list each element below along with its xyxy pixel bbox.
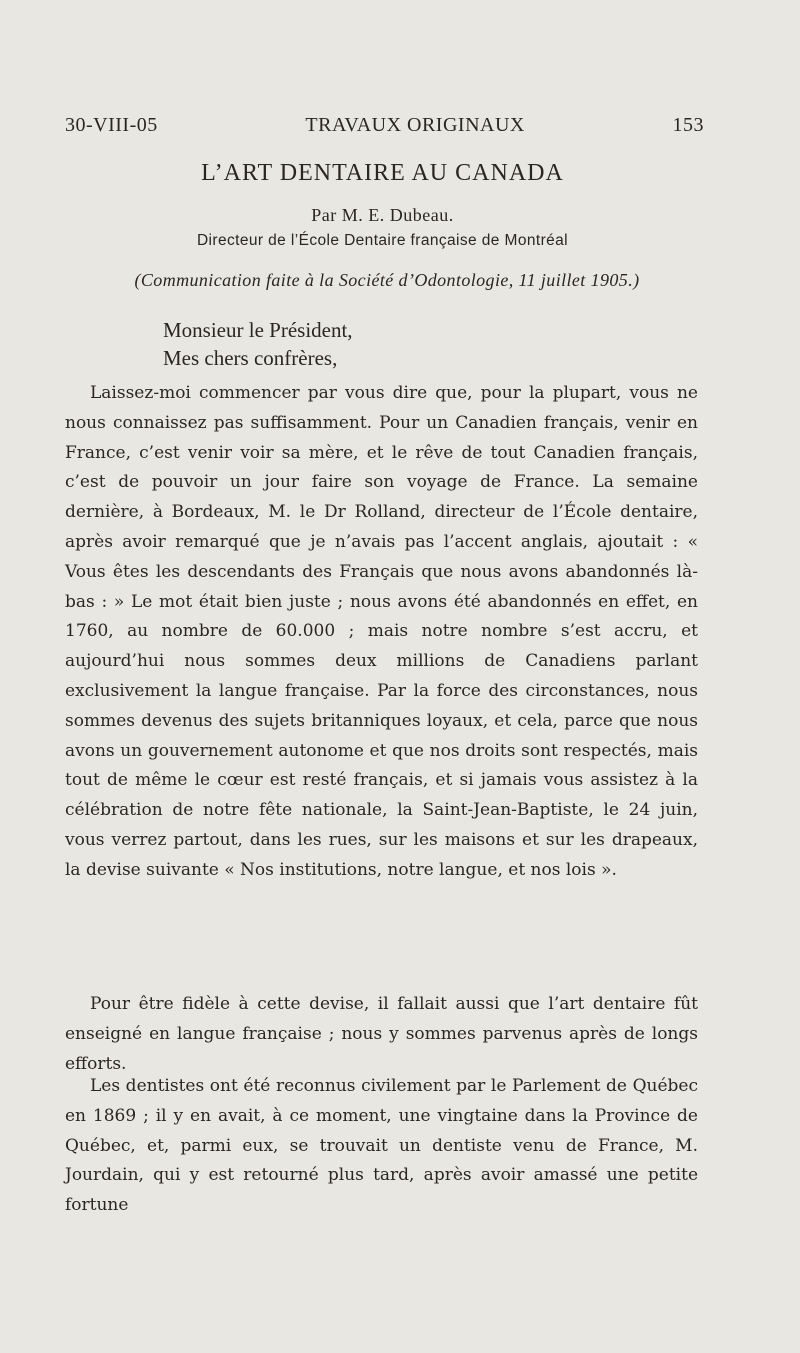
communication-note: (Communication faite à la Société d’Odontologie, 11 juillet 1905.) [134,270,640,290]
salutation-president: Monsieur le Président, [163,318,353,342]
paragraph-1: Laissez-moi commencer par vous dire que, pour la plupart, vous ne nous connaissez pas suffisamment. Pour un Canadien français, venir en France, c’est venir voir sa mère, et le rêve de tout Canadien français, c’est de pouvoir un jour faire son voyage de France. La semaine dernière, à Bordeaux, M. le Dr Rolland, directeur de l’École dentaire, après avoir remarqué que je n’avais pas l’accent anglais, ajoutait : « Vous êtes les descendants des Français que nous avons abandonnés là-bas : » Le mot était bien juste ; nous avons été abandonnés en effet, en 1760, au nombre de 60.000 ; mais notre nombre s’est accru, et aujourd’hui nous sommes deux millions de Canadiens parlant exclusivement la langue française. Par la force des circonstances, nous sommes devenus des sujets britanniques loyaux, et cela, parce que nous avons un gouvernement autonome et que nos droits sont respectés, mais tout de même le cœur est resté français, et si jamais vous assistez à la célébration de notre fête nationale, la Saint-Jean-Baptiste, le 24 juin, vous verrez partout, dans les rues, sur les maisons et sur les drapeaux, la devise suivante « Nos institutions, notre langue, et nos lois ». [65,383,698,880]
article-byline: Par M. E. Dubeau. [311,205,454,225]
header-section: TRAVAUX ORIGINAUX [305,114,525,136]
author-affiliation: Directeur de l’École Dentaire française de Montréal [196,232,569,249]
paragraph-3: Les dentistes ont été reconnus civilement par le Parlement de Québec en 1869 ; il y en avait, à ce moment, une vingtaine dans la Province de Québec, et, parmi eux, se trouvait un dentiste venu de France, M. Jourdain, qui y est retourné plus tard, après avoir amassé une petite fortune [65,1076,698,1216]
paragraph-2: Pour être fidèle à cette devise, il fallait aussi que l’art dentaire fût enseigné en langue française ; nous y sommes parvenus après de longs efforts. [65,994,698,1074]
salutation-colleagues: Mes chers confrères, [163,346,338,370]
header-date: 30-VIII-05 [65,114,158,136]
page-number: 153 [672,114,704,136]
article-title: L’ART DENTAIRE AU CANADA [201,160,564,186]
running-header [65,114,704,140]
